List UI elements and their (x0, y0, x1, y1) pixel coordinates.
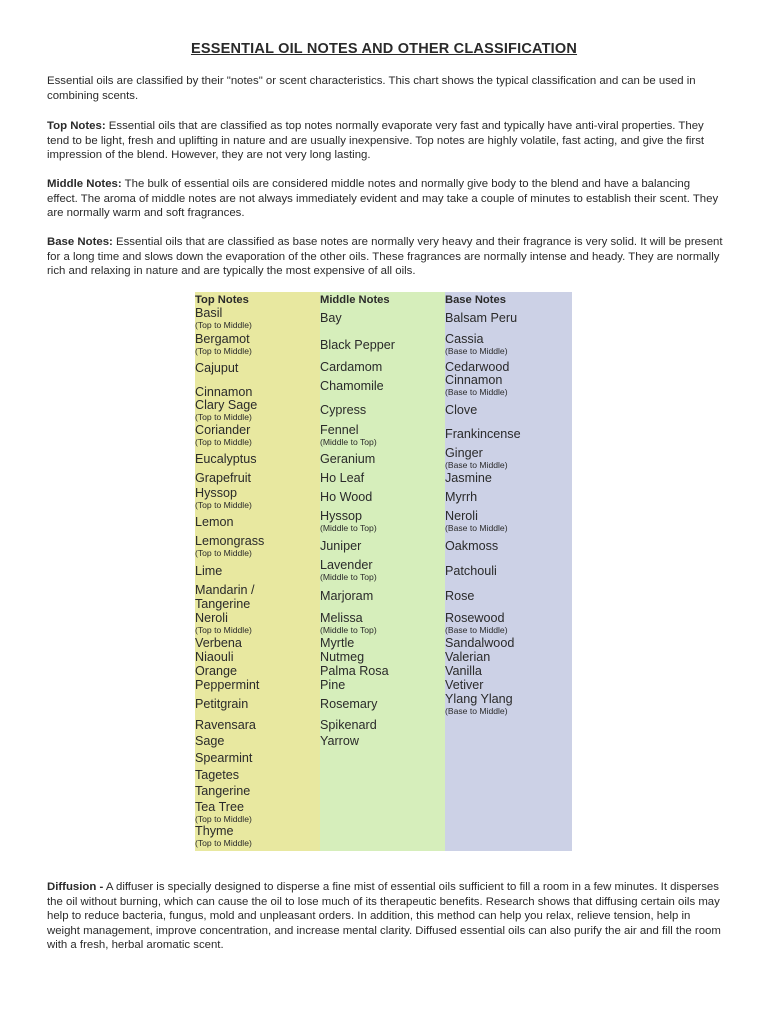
base-notes-oil-item (445, 404, 477, 417)
oil-name: Ho Leaf (320, 471, 365, 485)
oil-name: Cassia (445, 332, 484, 346)
oil-name: Lavender (320, 558, 373, 572)
oil-name: Ylang Ylang (445, 692, 513, 706)
intro-paragraph (47, 74, 723, 103)
oil-note-range: (Middle to Top) (320, 523, 377, 533)
oil-note-range: (Top to Middle) (195, 500, 252, 510)
top-notes-oil-item (195, 399, 257, 422)
oil-name: Black Pepper (320, 338, 395, 352)
base-notes-oil-item (445, 565, 497, 578)
middle-notes-oil-item (320, 590, 373, 603)
top-notes-oil-item (195, 584, 255, 597)
base-notes-header: Base Notes (445, 294, 506, 306)
oil-name: Tangerine (195, 784, 251, 798)
oil-name: Jasmine (445, 471, 492, 485)
top-notes-oil-item (195, 769, 239, 782)
base-notes-oil-item (445, 428, 521, 441)
base-notes-oil-item (445, 540, 498, 553)
base-notes-column (445, 292, 572, 851)
oil-name: Sage (195, 734, 225, 748)
oil-note-range: (Top to Middle) (195, 625, 252, 635)
oil-note-range: (Base to Middle) (445, 460, 508, 470)
base-notes-oil-item (445, 693, 513, 716)
base-notes-paragraph (47, 235, 723, 279)
oil-note-range: (Base to Middle) (445, 387, 508, 397)
oil-note-range: (Middle to Top) (320, 437, 377, 447)
page-title: ESSENTIAL OIL NOTES AND OTHER CLASSIFICATION (190, 41, 578, 57)
base-notes-oil-item (445, 510, 508, 533)
middle-notes-oil-item (320, 719, 377, 732)
oil-name: Rosemary (320, 697, 378, 711)
oil-name: Oakmoss (445, 539, 499, 553)
base-notes-oil-item (445, 679, 484, 692)
oil-note-range: (Top to Middle) (195, 412, 252, 422)
middle-notes-oil-item (320, 735, 359, 748)
oil-name: Grapefruit (195, 471, 251, 485)
oil-name: Cardamom (320, 360, 383, 374)
oil-name: Rosewood (445, 611, 505, 625)
oil-name: Tea Tree (195, 800, 245, 814)
oil-name: Balsam Peru (445, 311, 518, 325)
top-notes-text: Essential oils that are classified as top notes normally evaporate very fast and typically have anti-viral properties. They tend to be light, fresh and uplifting in nature and are usually inexpensive. Top notes are highly volatile, fast acting, and give the first impression of the blend. However, they are not very long lasting. (47, 120, 705, 162)
top-notes-oil-item (195, 612, 252, 635)
top-notes-oil-item (195, 598, 250, 611)
top-notes-oil-item (195, 665, 237, 678)
oil-note-range: (Top to Middle) (195, 548, 252, 558)
oil-name: Cypress (320, 403, 367, 417)
oil-name: Neroli (195, 611, 228, 625)
top-notes-oil-item (195, 637, 242, 650)
middle-notes-label: Middle Notes: (47, 178, 122, 190)
top-notes-column (195, 292, 320, 851)
oil-name: Pine (320, 678, 346, 692)
base-notes-oil-item (445, 374, 508, 397)
top-notes-oil-item (195, 651, 234, 664)
oil-note-range: (Base to Middle) (445, 706, 508, 716)
oil-name: Verbena (195, 636, 242, 650)
middle-notes-oil-item (320, 472, 364, 485)
middle-notes-oil-item (320, 380, 384, 393)
oil-name: Myrtle (320, 636, 355, 650)
oil-name: Ho Wood (320, 490, 373, 504)
middle-notes-oil-item (320, 361, 382, 374)
oil-name: Sandalwood (445, 636, 515, 650)
top-notes-label: Top Notes: (47, 120, 106, 132)
diffusion-text: A diffuser is specially designed to disperse a fine mist of essential oils sufficient to fill a room in a few minutes. It disperses the oil without burning, which can cause the oil to lose much of its therapeutic benefits. Research shows that diffusing certain oils may help to reduce bacteria, fungus, mold and unpleasant orders. In addition, this method can help you relax, relieve tension, help in weight management, improve concentration, and increase mental clarity. Diffused essential oils can also purify the air and fill the room with a fresh, herbal aromatic scent. (47, 881, 721, 952)
top-notes-paragraph (47, 119, 723, 163)
top-notes-oil-item (195, 801, 252, 824)
oil-name: Niaouli (195, 650, 234, 664)
oil-name: Lime (195, 564, 223, 578)
oil-note-range: (Top to Middle) (195, 346, 252, 356)
middle-notes-oil-item (320, 339, 395, 352)
middle-notes-oil-item (320, 698, 377, 711)
base-notes-oil-item (445, 472, 492, 485)
middle-notes-oil-item (320, 453, 375, 466)
oil-name: Hyssop (320, 509, 362, 523)
oil-name: Ginger (445, 446, 483, 460)
middle-notes-oil-item (320, 312, 342, 325)
oil-name: Geranium (320, 452, 376, 466)
base-notes-oil-item (445, 447, 508, 470)
oil-note-range: (Base to Middle) (445, 346, 508, 356)
top-notes-header: Top Notes (195, 294, 249, 306)
oil-name: Melissa (320, 611, 363, 625)
oil-name: Palma Rosa (320, 664, 389, 678)
oil-name: Petitgrain (195, 697, 249, 711)
top-notes-oil-item (195, 307, 252, 330)
base-notes-oil-item (445, 333, 508, 356)
intro-text: Essential oils are classified by their "notes" or scent characteristics. This chart shows the typical classification and can be used in combining scents. (47, 75, 696, 102)
top-notes-oil-item (195, 535, 264, 558)
middle-notes-oil-item (320, 637, 354, 650)
top-notes-oil-item (195, 785, 250, 798)
oil-name: Cinnamon (195, 385, 253, 399)
middle-notes-oil-item (320, 510, 377, 533)
oil-note-range: (Middle to Top) (320, 572, 377, 582)
oil-name: Myrrh (445, 490, 478, 504)
middle-notes-oil-item (320, 612, 377, 635)
middle-notes-oil-item (320, 665, 389, 678)
base-notes-oil-item (445, 651, 490, 664)
oil-name: Frankincense (445, 427, 521, 441)
base-notes-oil-item (445, 637, 514, 650)
top-notes-oil-item (195, 333, 252, 356)
oil-name: Juniper (320, 539, 362, 553)
top-notes-oil-item (195, 735, 224, 748)
oil-note-range: (Top to Middle) (195, 814, 252, 824)
base-notes-oil-item (445, 312, 517, 325)
oil-name: Patchouli (445, 564, 497, 578)
oil-name: Clary Sage (195, 398, 258, 412)
oil-name: Mandarin / (195, 583, 255, 597)
oil-note-range: (Base to Middle) (445, 523, 508, 533)
diffusion-paragraph (47, 880, 723, 953)
middle-notes-oil-item (320, 559, 377, 582)
top-notes-oil-item (195, 698, 248, 711)
top-notes-oil-item (195, 424, 252, 447)
oil-name: Spikenard (320, 718, 377, 732)
top-notes-oil-item (195, 472, 251, 485)
oil-name: Marjoram (320, 589, 374, 603)
base-notes-oil-item (445, 491, 477, 504)
oil-name: Neroli (445, 509, 478, 523)
middle-notes-oil-item (320, 540, 361, 553)
oil-name: Yarrow (320, 734, 359, 748)
base-notes-label: Base Notes: (47, 236, 113, 248)
oil-note-range: (Top to Middle) (195, 838, 252, 848)
oil-name: Spearmint (195, 751, 253, 765)
middle-notes-column (320, 292, 445, 851)
diffusion-label: Diffusion - (47, 881, 104, 893)
base-notes-oil-item (445, 665, 482, 678)
oil-name: Valerian (445, 650, 491, 664)
middle-notes-oil-item (320, 424, 377, 447)
oil-name: Lemongrass (195, 534, 265, 548)
oil-name: Lemon (195, 515, 234, 529)
oil-name: Bergamot (195, 332, 250, 346)
oil-name: Peppermint (195, 678, 260, 692)
oil-note-range: (Middle to Top) (320, 625, 377, 635)
oil-name: Basil (195, 306, 223, 320)
oil-name: Hyssop (195, 486, 237, 500)
oil-name: Chamomile (320, 379, 384, 393)
oil-name: Orange (195, 664, 238, 678)
oil-name: Ravensara (195, 718, 256, 732)
middle-notes-paragraph (47, 177, 723, 221)
oil-name: Cajuput (195, 361, 239, 375)
top-notes-oil-item (195, 453, 257, 466)
oil-name: Fennel (320, 423, 359, 437)
middle-notes-oil-item (320, 651, 364, 664)
top-notes-oil-item (195, 679, 259, 692)
middle-notes-oil-item (320, 491, 372, 504)
middle-notes-oil-item (320, 404, 366, 417)
oil-note-range: (Top to Middle) (195, 320, 252, 330)
top-notes-oil-item (195, 362, 238, 375)
top-notes-oil-item (195, 719, 256, 732)
oil-name: Eucalyptus (195, 452, 257, 466)
oil-name: Nutmeg (320, 650, 365, 664)
oil-name: Vanilla (445, 664, 482, 678)
base-notes-text: Essential oils that are classified as base notes are normally very heavy and their fragrance is very solid. It will be present for a long time and slows down the evaporation of the other oils. These fragrances are normally intense and heady. They are normally rich and relaxing in nature and are typically the most expensive of all oils. (47, 236, 723, 278)
oil-name: Thyme (195, 824, 234, 838)
oil-name: Tagetes (195, 768, 240, 782)
oil-name: Cedarwood (445, 360, 510, 374)
oil-name: Vetiver (445, 678, 484, 692)
top-notes-oil-item (195, 565, 222, 578)
oil-name: Cinnamon (445, 373, 503, 387)
middle-notes-oil-item (320, 679, 345, 692)
oil-name: Tangerine (195, 597, 251, 611)
top-notes-oil-item (195, 487, 252, 510)
base-notes-oil-item (445, 590, 474, 603)
oil-name: Rose (445, 589, 475, 603)
oil-notes-table (195, 292, 572, 851)
oil-name: Coriander (195, 423, 251, 437)
top-notes-oil-item (195, 516, 234, 529)
oil-note-range: (Top to Middle) (195, 437, 252, 447)
oil-name: Clove (445, 403, 478, 417)
top-notes-oil-item (195, 825, 252, 848)
oil-name: Bay (320, 311, 342, 325)
middle-notes-text: The bulk of essential oils are considered middle notes and normally give body to the blend and have a balancing effect. The aroma of middle notes are not always immediately evident and may take a couple of minutes to establish their scent. They are normally warm and soft fragrances. (47, 178, 719, 220)
oil-note-range: (Base to Middle) (445, 625, 508, 635)
middle-notes-header: Middle Notes (320, 294, 390, 306)
base-notes-oil-item (445, 612, 508, 635)
top-notes-oil-item (195, 752, 252, 765)
